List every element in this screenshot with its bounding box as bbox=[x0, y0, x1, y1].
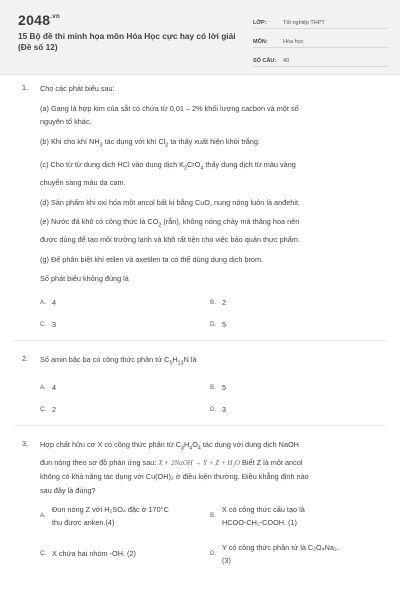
exam-title: 15 Bộ đề thi minh họa môn Hóa Học cực hay có lời giải (Đề số 12) bbox=[18, 31, 236, 52]
meta-value: Hóa học bbox=[283, 39, 304, 45]
question-prompt: Số amin bậc ba có công thức phân tử $C_5H_{13}N$ là bbox=[40, 354, 197, 367]
statement-g: (g) Để phân biệt khí etilen và axetilen ta có thể dùng dung dịch brom. bbox=[40, 254, 264, 264]
question-divider bbox=[14, 425, 386, 426]
question-2 bbox=[0, 353, 400, 421]
meta-value: Tốt nghiệp THPT bbox=[283, 20, 325, 26]
answer-option-d[interactable]: D. 3 bbox=[210, 405, 227, 415]
meta-label: MÔN: bbox=[253, 39, 268, 45]
question-3 bbox=[0, 438, 400, 579]
answer-option-c[interactable]: C. X chứa hai nhóm -OH. (2) bbox=[40, 549, 136, 559]
statement-b: (b) Khi cho khí $NH_3$ tác dụng với khí $Cl_2$ ta thấy xuất hiện khói trắng. bbox=[40, 136, 261, 148]
page-header bbox=[0, 0, 400, 75]
statement-d: (d) Sản phẩm khi oxi hóa một ancol bất kì bằng CuO, nung nóng luôn là anđehit. bbox=[40, 197, 301, 207]
answer-option-b[interactable]: B. 2 bbox=[210, 298, 227, 308]
answer-option-d[interactable]: D. 5 bbox=[210, 320, 227, 330]
answer-options bbox=[40, 292, 375, 336]
meta-value: 40 bbox=[283, 58, 290, 64]
question-intro: Cho các phát biểu sau: bbox=[40, 84, 115, 93]
question-list bbox=[0, 82, 400, 579]
meta-subject bbox=[253, 32, 388, 48]
question-1 bbox=[0, 82, 400, 336]
meta-count bbox=[253, 51, 388, 67]
answer-option-b[interactable]: B. 5 bbox=[210, 383, 227, 393]
answer-option-d[interactable]: D. Y có công thức phân tử là C₂O₄Na₂. (3) bbox=[210, 543, 339, 566]
answer-option-a[interactable]: A. Đun nóng Z với H₂SO₄ đặc ở 170°C thu được anken.(4) bbox=[40, 505, 169, 528]
statement-a: (a) Gang là hợp kim của sắt có chứa từ 0,01 – 2% khối lượng cacbon và một số nguyên tố khác. bbox=[40, 103, 299, 126]
answer-option-c[interactable]: C. 3 bbox=[40, 320, 57, 330]
answer-option-a[interactable]: A. 4 bbox=[40, 383, 57, 393]
question-prompt: Số phát biểu không đúng là bbox=[40, 274, 129, 284]
answer-options bbox=[40, 503, 375, 579]
statement-e: (e) Nước đá khô có công thức là $CO_2$ (rắn), không nóng chảy mà thăng hoa nên được dùng để tạo môi trường lạnh và khô rất tiện cho việc bảo quản thực phẩm. bbox=[40, 217, 300, 245]
answer-options bbox=[40, 377, 375, 421]
question-number: 3. bbox=[22, 438, 28, 448]
statement-c: (c) Cho từ từ dung dịch HCl vào dung dịch $K_2CrO_4$ thấy dung dịch từ màu vàng chuyển sang màu da cam. bbox=[40, 160, 296, 188]
meta-label: LỚP: bbox=[253, 20, 267, 26]
exam-meta bbox=[253, 13, 388, 70]
answer-option-a[interactable]: A. 4 bbox=[40, 298, 57, 308]
question-divider bbox=[14, 340, 386, 341]
meta-label: SỐ CÂU: bbox=[253, 58, 277, 64]
site-logo[interactable]: $2048^{.vn}$ bbox=[18, 12, 60, 28]
meta-class bbox=[253, 13, 388, 29]
question-number: 1. bbox=[22, 83, 28, 92]
reaction-equation: X + 2NaOH → Y + Z + H₂O bbox=[158, 458, 240, 467]
question-prompt: Hợp chất hữu cơ X có công thức phân tử $C_3H_4O_4$ tác dụng với dung dịch NaOH đun nóng theo sơ đồ phản ứng sau: X + 2NaOH → Y + Z + H₂O Biết Z là một ancol không có khả năng tác dụng với Cu(OH)₂ ở điều kiện thường. Điều khẳng định nào sau đây là đúng? bbox=[40, 439, 309, 495]
answer-option-b[interactable]: B. X có công thức cấu tạo là HCOO-CH₂-COOH. (1) bbox=[210, 505, 305, 528]
question-number: 2. bbox=[22, 353, 28, 363]
answer-option-c[interactable]: C. 2 bbox=[40, 405, 57, 415]
